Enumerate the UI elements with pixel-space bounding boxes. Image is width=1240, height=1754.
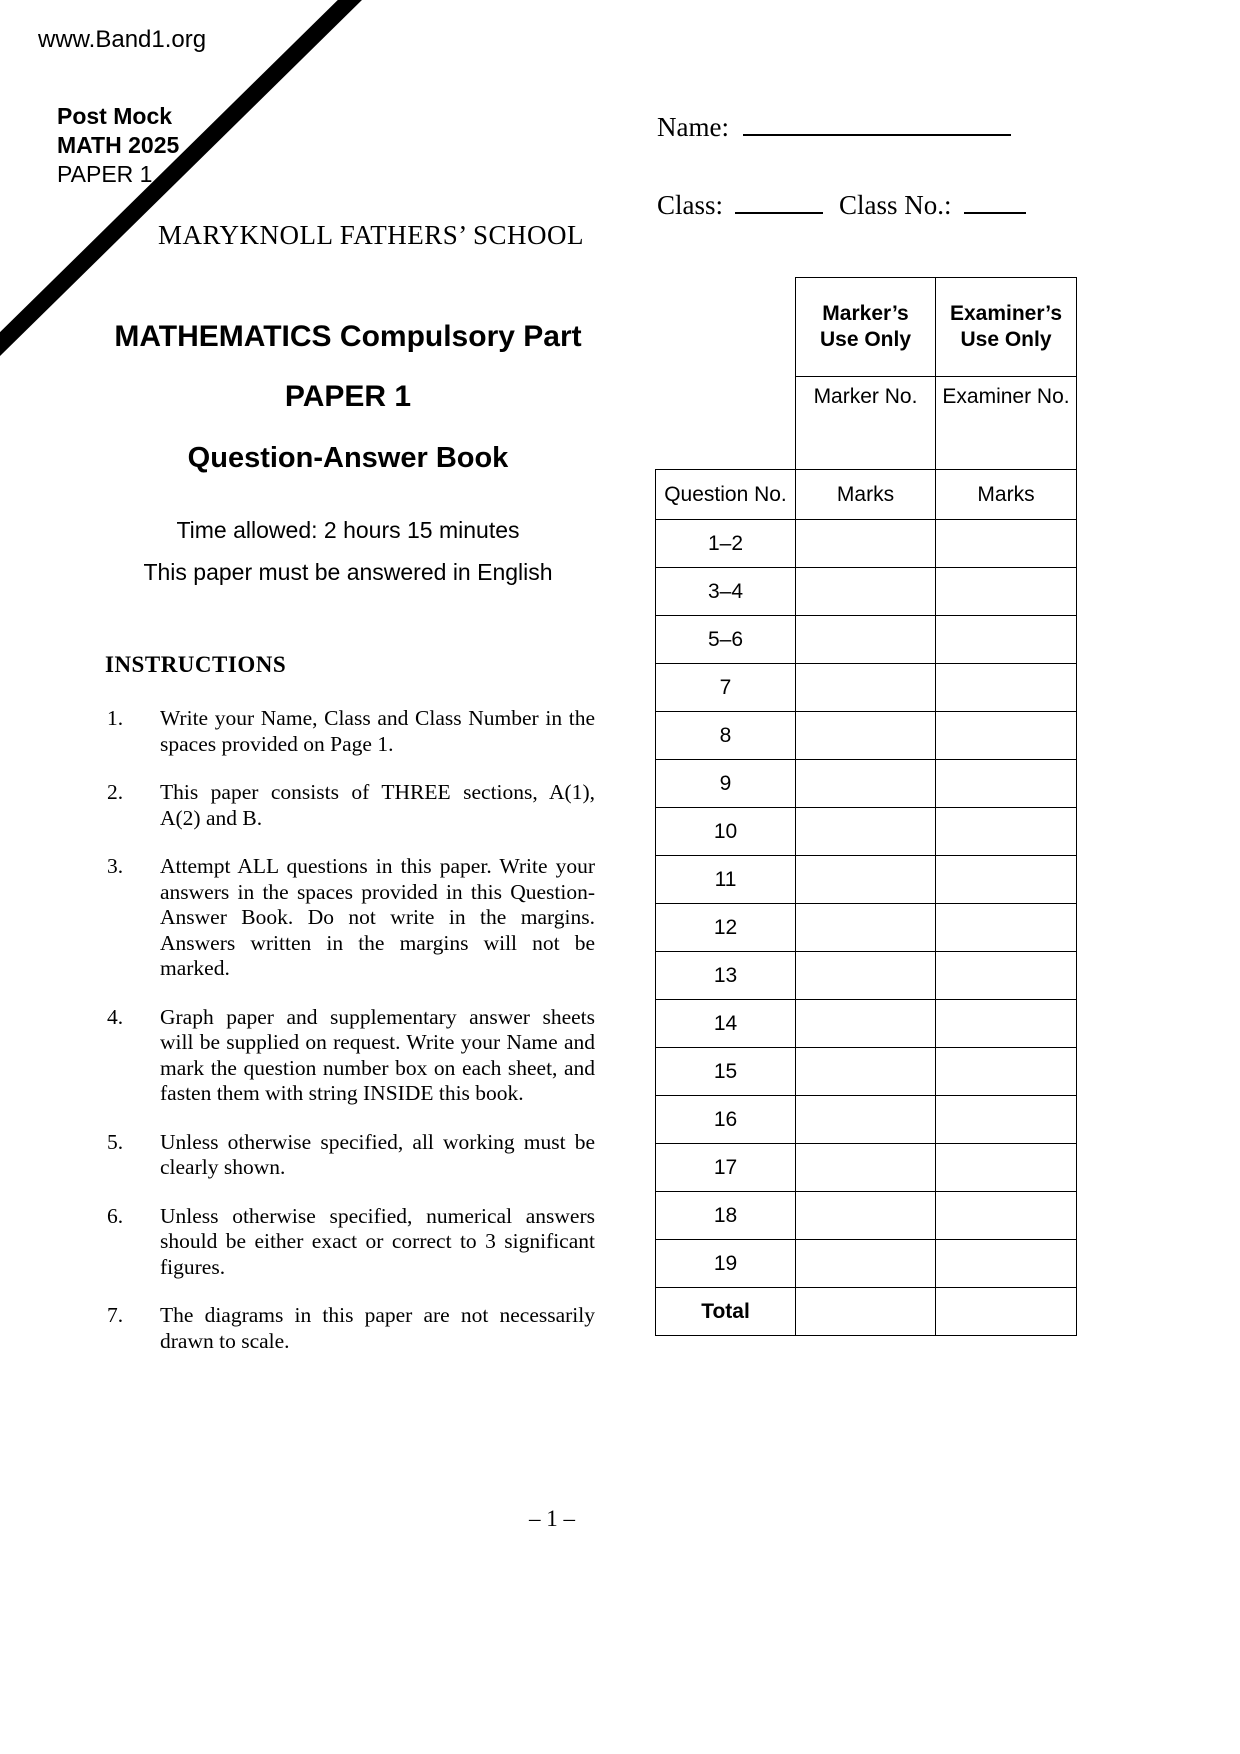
instruction-item — [105, 780, 595, 831]
examiner-marks-cell — [936, 1144, 1077, 1192]
page-number: – 1 – — [529, 1506, 575, 1531]
question-no-cell: 5–6 — [656, 616, 796, 664]
instructions-heading: INSTRUCTIONS — [105, 652, 287, 677]
marks-row — [656, 952, 1077, 1000]
instruction-number: 3. — [107, 854, 124, 878]
instruction-text: Unless otherwise specified, all working must be clearly shown. — [160, 1129, 595, 1179]
question-no-cell: 10 — [656, 808, 796, 856]
instruction-number: 7. — [107, 1303, 124, 1327]
instruction-text: The diagrams in this paper are not necessarily drawn to scale. — [160, 1303, 595, 1353]
question-no-cell: 17 — [656, 1144, 796, 1192]
question-no-cell: 8 — [656, 712, 796, 760]
question-no-header: Question No. — [656, 470, 796, 520]
marker-marks-cell — [796, 856, 936, 904]
empty-cell — [656, 278, 796, 377]
marks-row — [656, 760, 1077, 808]
marks-row — [656, 904, 1077, 952]
question-no-cell: 12 — [656, 904, 796, 952]
marker-use-only-header: Marker’s Use Only — [796, 278, 936, 377]
marks-table — [655, 277, 1077, 1336]
language-note: This paper must be answered in English — [143, 559, 553, 585]
question-no-cell: 11 — [656, 856, 796, 904]
marks-row — [656, 568, 1077, 616]
number-label-row — [656, 377, 1077, 470]
examiner-use-only-header: Examiner’s Use Only — [936, 278, 1077, 377]
question-no-cell: 16 — [656, 1096, 796, 1144]
name-field-row — [657, 112, 1011, 143]
marker-total-cell — [796, 1288, 936, 1336]
examiner-marks-cell — [936, 904, 1077, 952]
name-blank-line — [743, 134, 1011, 136]
examiner-marks-cell — [936, 808, 1077, 856]
marks-row — [656, 808, 1077, 856]
column-header-row — [656, 470, 1077, 520]
marks-header-2: Marks — [936, 470, 1077, 520]
examiner-marks-cell — [936, 712, 1077, 760]
examiner-marks-cell — [936, 1048, 1077, 1096]
marker-no-label: Marker No. — [796, 377, 936, 470]
marker-marks-cell — [796, 520, 936, 568]
total-label-cell: Total — [656, 1288, 796, 1336]
class-no-label: Class No.: — [839, 190, 952, 220]
instruction-number: 1. — [107, 706, 124, 730]
marker-marks-cell — [796, 712, 936, 760]
examiner-marks-cell — [936, 1240, 1077, 1288]
question-no-cell: 7 — [656, 664, 796, 712]
marker-marks-cell — [796, 904, 936, 952]
examiner-marks-cell — [936, 1192, 1077, 1240]
examiner-marks-cell — [936, 664, 1077, 712]
instruction-item — [105, 706, 595, 757]
question-no-cell: 19 — [656, 1240, 796, 1288]
instruction-text: Attempt ALL questions in this paper. Write your answers in the spaces provided in this Question-Answer Book. Do not write in the margins. Answers written in the margins will not be marked. — [160, 854, 595, 980]
examiner-marks-cell — [936, 856, 1077, 904]
marker-marks-cell — [796, 1240, 936, 1288]
instruction-item — [105, 1303, 595, 1354]
instruction-item — [105, 854, 595, 982]
examiner-total-cell — [936, 1288, 1077, 1336]
instruction-number: 4. — [107, 1004, 124, 1029]
question-no-cell: 1–2 — [656, 520, 796, 568]
marker-marks-cell — [796, 760, 936, 808]
subject-title: MATHEMATICS Compulsory Part — [114, 320, 582, 353]
marks-row — [656, 712, 1077, 760]
question-no-cell: 18 — [656, 1192, 796, 1240]
name-label: Name: — [657, 112, 729, 142]
marker-marks-cell — [796, 1048, 936, 1096]
marker-marks-cell — [796, 1096, 936, 1144]
marks-row — [656, 616, 1077, 664]
instruction-item — [105, 1005, 595, 1107]
instruction-item — [105, 1204, 595, 1281]
instruction-text: Graph paper and supplementary answer sheets will be supplied on request. Write your Name and mark the question number box on each sheet, and fasten them with string INSIDE this book. — [160, 1004, 595, 1105]
question-no-cell: 14 — [656, 1000, 796, 1048]
exam-label-line2: MATH 2025 — [57, 132, 180, 158]
marker-marks-cell — [796, 1144, 936, 1192]
marker-marks-cell — [796, 568, 936, 616]
marker-marks-cell — [796, 952, 936, 1000]
marker-marks-cell — [796, 664, 936, 712]
school-name: MARYKNOLL FATHERS’ SCHOOL — [157, 220, 585, 250]
examiner-marks-cell — [936, 520, 1077, 568]
marks-header-1: Marks — [796, 470, 936, 520]
instruction-number: 6. — [107, 1203, 124, 1228]
site-watermark: www.Band1.org — [38, 26, 207, 53]
exam-label — [57, 102, 179, 189]
instruction-number: 5. — [107, 1129, 124, 1154]
empty-cell — [656, 377, 796, 470]
exam-label-line1: Post Mock — [57, 103, 173, 129]
class-field-row — [657, 190, 1026, 221]
paper-title: PAPER 1 — [284, 380, 412, 413]
marker-marks-cell — [796, 808, 936, 856]
question-no-cell: 13 — [656, 952, 796, 1000]
marker-marks-cell — [796, 616, 936, 664]
use-only-header-row — [656, 278, 1077, 377]
marks-row — [656, 1048, 1077, 1096]
marks-row — [656, 520, 1077, 568]
examiner-marks-cell — [936, 760, 1077, 808]
title-block — [60, 320, 636, 586]
instruction-number: 2. — [107, 780, 124, 804]
examiner-marks-cell — [936, 952, 1077, 1000]
question-no-cell: 3–4 — [656, 568, 796, 616]
marks-row — [656, 1000, 1077, 1048]
examiner-no-label: Examiner No. — [936, 377, 1077, 470]
question-no-cell: 15 — [656, 1048, 796, 1096]
marks-row — [656, 1096, 1077, 1144]
class-label: Class: — [657, 190, 724, 220]
examiner-marks-cell — [936, 1000, 1077, 1048]
marks-row — [656, 1192, 1077, 1240]
instruction-text: Write your Name, Class and Class Number in the spaces provided on Page 1. — [160, 706, 595, 756]
class-no-blank-line — [964, 212, 1026, 214]
marks-row — [656, 1144, 1077, 1192]
examiner-marks-cell — [936, 568, 1077, 616]
question-no-cell: 9 — [656, 760, 796, 808]
marks-row — [656, 664, 1077, 712]
marks-total-row — [656, 1288, 1077, 1336]
class-blank-line — [735, 212, 823, 214]
time-allowed: Time allowed: 2 hours 15 minutes — [176, 517, 520, 543]
instruction-text: Unless otherwise specified, numerical answers should be either exact or correct to 3 significant figures. — [160, 1203, 595, 1279]
marker-marks-cell — [796, 1000, 936, 1048]
marks-row — [656, 1240, 1077, 1288]
marks-row — [656, 856, 1077, 904]
examiner-marks-cell — [936, 616, 1077, 664]
marker-marks-cell — [796, 1192, 936, 1240]
instruction-text: This paper consists of THREE sections, A(1), A(2) and B. — [160, 780, 595, 830]
instruction-item — [105, 1130, 595, 1181]
book-title: Question-Answer Book — [187, 442, 509, 474]
exam-label-line3: PAPER 1 — [57, 161, 153, 187]
examiner-marks-cell — [936, 1096, 1077, 1144]
instructions-section — [105, 652, 595, 1377]
